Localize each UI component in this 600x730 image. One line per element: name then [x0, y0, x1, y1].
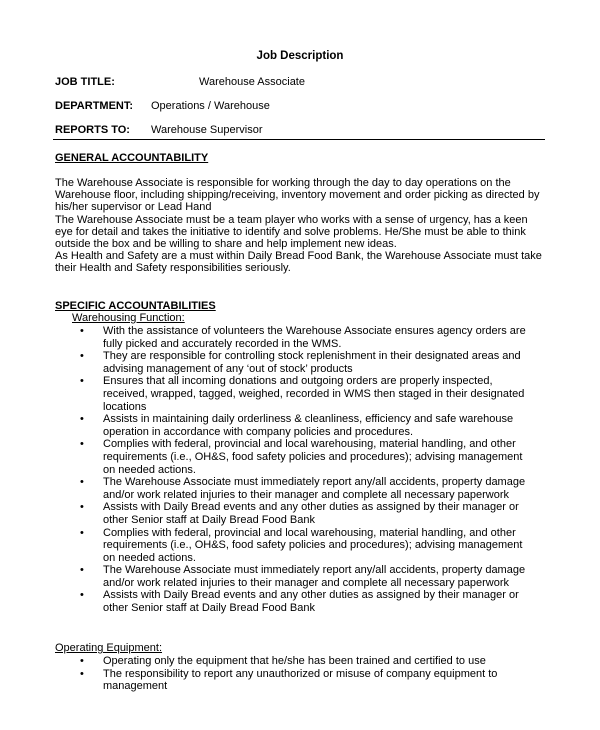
list-item-text: Complies with federal, provincial and local warehousing, material handling, and other requirements (i.e., OH&S, food safety policies and procedures); advising management on needed actions. [103, 438, 523, 476]
list-item [0, 476, 533, 501]
bullet-icon: • [80, 413, 84, 426]
list-item [0, 501, 533, 526]
bullet-icon: • [80, 501, 84, 514]
list-item-text: They are responsible for controlling stock replenishment in their designated areas and advising management of any ‘out of stock’ products [103, 350, 521, 375]
list-item [0, 668, 533, 693]
bullet-icon: • [80, 564, 84, 577]
general-paragraph: As Health and Safety are a must within Daily Bread Food Bank, the Warehouse Associate must take their Health and Safety responsibilities seriously. [55, 250, 542, 275]
list-item [0, 375, 533, 413]
department-label: DEPARTMENT: [55, 100, 134, 112]
reports-to-label: REPORTS TO: [55, 124, 130, 136]
general-paragraph: The Warehouse Associate is responsible for working through the day to day operations on the Warehouse floor, including shipping/receiving, inventory movement and order picking as directed by his/her supervisor or Lead Hand [55, 177, 540, 214]
list-item-text: Operating only the equipment that he/she has been trained and certified to use [103, 655, 486, 667]
list-item-text: Ensures that all incoming donations and outgoing orders are properly inspected, received, wrapped, tagged, weighed, recorded in WMS then staged in their designated locations [103, 375, 525, 413]
general-paragraph: The Warehouse Associate must be a team player who works with a sense of urgency, has a keen eye for detail and takes the initiative to identify and solve problems. He/She must be able to think outside the box and be willing to share and help implement new ideas. [55, 213, 528, 251]
list-item [0, 438, 533, 476]
specific-accountabilities-heading: SPECIFIC ACCOUNTABILITIES [55, 300, 216, 312]
list-item-text: The Warehouse Associate must immediately report any/all accidents, property damage and/or work related injuries to their manager and complete all necessary paperwork [103, 564, 526, 589]
list-item-text: Complies with federal, provincial and local warehousing, material handling, and other requirements (i.e., OH&S, food safety policies and procedures); advising management on needed actions. [103, 526, 523, 564]
job-title-label: JOB TITLE: [55, 76, 115, 88]
equipment-list [0, 655, 600, 693]
list-item-text: With the assistance of volunteers the Warehouse Associate ensures agency orders are fully picked and accurately recorded in the WMS. [103, 325, 526, 350]
bullet-icon: • [80, 667, 84, 680]
list-item [0, 413, 533, 438]
department-value: Operations / Warehouse [151, 100, 270, 112]
bullet-icon: • [80, 325, 84, 337]
header-divider [53, 139, 545, 140]
bullet-icon: • [80, 589, 84, 602]
list-item [0, 325, 533, 350]
bullet-icon: • [80, 375, 84, 388]
list-item [0, 589, 533, 614]
document-title: Job Description [256, 50, 344, 62]
bullet-icon: • [80, 655, 84, 667]
list-item [0, 350, 533, 375]
list-item [0, 655, 533, 668]
warehousing-function-subheading: Warehousing Function: [72, 312, 185, 324]
bullet-icon: • [80, 350, 84, 363]
list-item-text: Assists in maintaining daily orderliness & cleanliness, efficiency and safe warehouse operation in accordance with company policies and procedures. [103, 413, 514, 438]
list-item-text: The responsibility to report any unauthorized or misuse of company equipment to management [103, 667, 498, 693]
bullet-icon: • [80, 476, 84, 489]
general-accountability-body [55, 177, 545, 275]
bullet-icon: • [80, 438, 84, 451]
reports-to-value: Warehouse Supervisor [151, 124, 263, 136]
list-item-text: Assists with Daily Bread events and any other duties as assigned by their manager or other Senior staff at Daily Bread Food Bank [103, 589, 519, 615]
bullet-icon: • [80, 526, 84, 539]
warehousing-list [0, 325, 600, 615]
list-item [0, 527, 533, 565]
list-item [0, 564, 533, 589]
operating-equipment-subheading: Operating Equipment: [55, 642, 163, 654]
list-item-text: Assists with Daily Bread events and any other duties as assigned by their manager or other Senior staff at Daily Bread Food Bank [103, 501, 519, 526]
general-accountability-heading: GENERAL ACCOUNTABILITY [55, 152, 209, 164]
list-item-text: The Warehouse Associate must immediately report any/all accidents, property damage and/or work related injuries to their manager and complete all necessary paperwork [103, 476, 526, 501]
job-title-value: Warehouse Associate [199, 76, 305, 88]
